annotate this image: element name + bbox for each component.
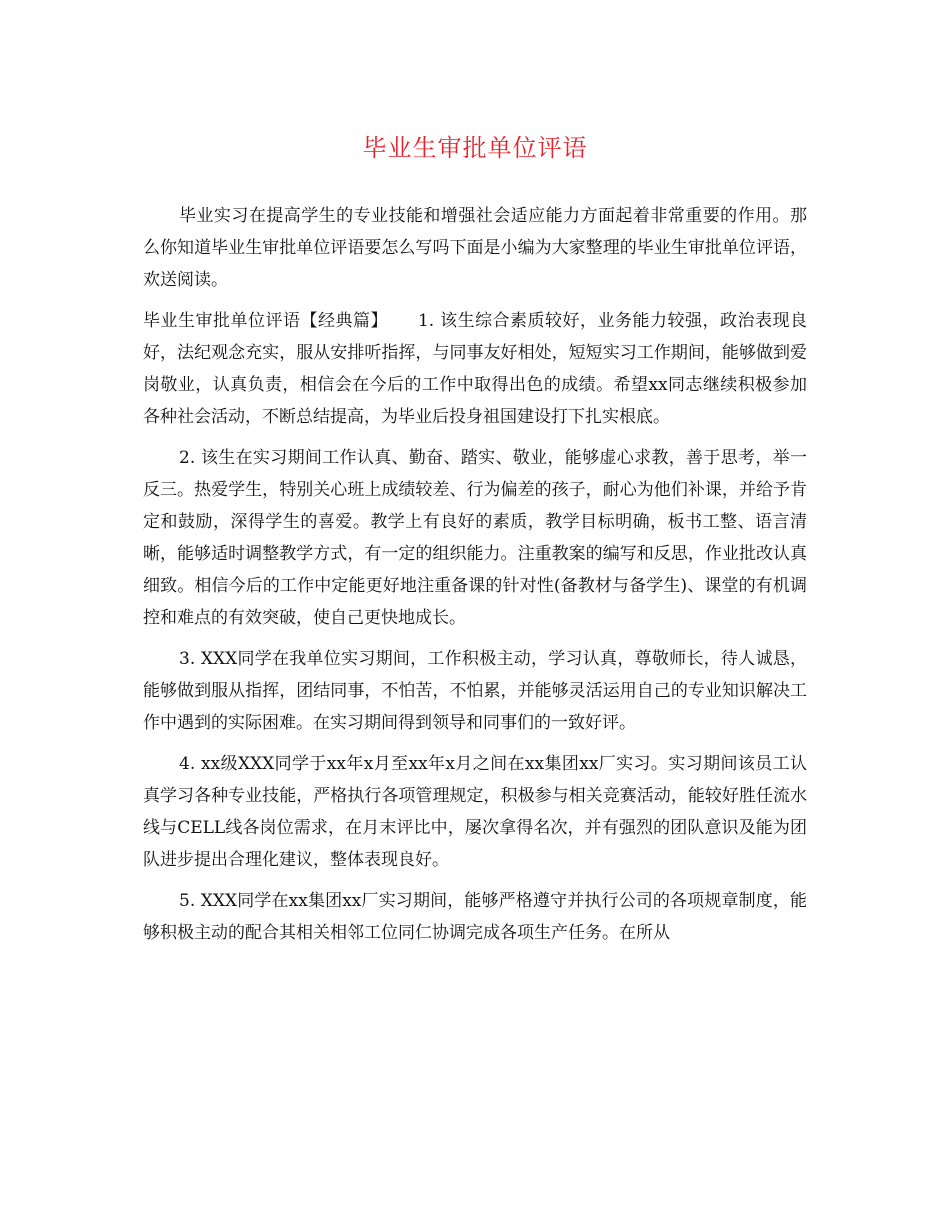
section-heading: 毕业生审批单位评语【经典篇】 (143, 311, 388, 331)
list-item-1: 1. 该生综合素质较好，业务能力较强，政治表现良好，法纪观念充实，服从安排听指挥，与同事友好相处，短短实习工作期间，能够做到爱岗敬业，认真负责，相信会在今后的工作中取得出色的成绩。希望xx同志继续积极参加各种社会活动，不断总结提高，为毕业后投身祖国建设打下扎实根底。 (143, 311, 808, 427)
list-item-2: 2. 该生在实习期间工作认真、勤奋、踏实、敬业，能够虚心求教，善于思考，举一反三。热爱学生，特别关心班上成绩较差、行为偏差的孩子，耐心为他们补课，并给予肯定和鼓励，深得学生的喜爱。教学上有良好的素质，教学目标明确，板书工整、语言清晰，能够适时调整教学方式，有一定的组织能力。注重教案的编写和反思，作业批改认真细致。相信今后的工作中定能更好地注重备课的针对性(备教材与备学生)、课堂的有机调控和难点的有效突破，使自己更快地成长。 (143, 448, 807, 628)
list-item-5: 5. XXX同学在xx集团xx厂实习期间，能够严格遵守并执行公司的各项规章制度，能够积极主动的配合其相关相邻工位同仁协调完成各项生产任务。在所从 (143, 891, 807, 943)
list-item-4: 4. xx级XXX同学于xx年x月至xx年x月之间在xx集团xx厂实习。实习期间该员工认真学习各种专业技能，严格执行各项管理规定，积极参与相关竞赛活动，能较好胜任流水线与CELL线各岗位需求，在月末评比中，屡次拿得名次，并有强烈的团队意识及能为团队进步提出合理化建议，整体表现良好。 (143, 754, 807, 870)
intro-paragraph: 毕业实习在提高学生的专业技能和增强社会适应能力方面起着非常重要的作用。那么你知道毕业生审批单位评语要怎么写吗下面是小编为大家整理的毕业生审批单位评语，欢送阅读。 (143, 206, 807, 290)
list-item-3: 3. XXX同学在我单位实习期间，工作积极主动，学习认真，尊敬师长，待人诚恳，能够做到服从指挥，团结同事，不怕苦，不怕累，并能够灵活运用自己的专业知识解决工作中遇到的实际困难。在实习期间得到领导和同事们的一致好评。 (143, 649, 807, 733)
document-title: 毕业生审批单位评语 (362, 134, 588, 162)
section-paragraph (143, 305, 807, 433)
document-body (143, 200, 807, 958)
